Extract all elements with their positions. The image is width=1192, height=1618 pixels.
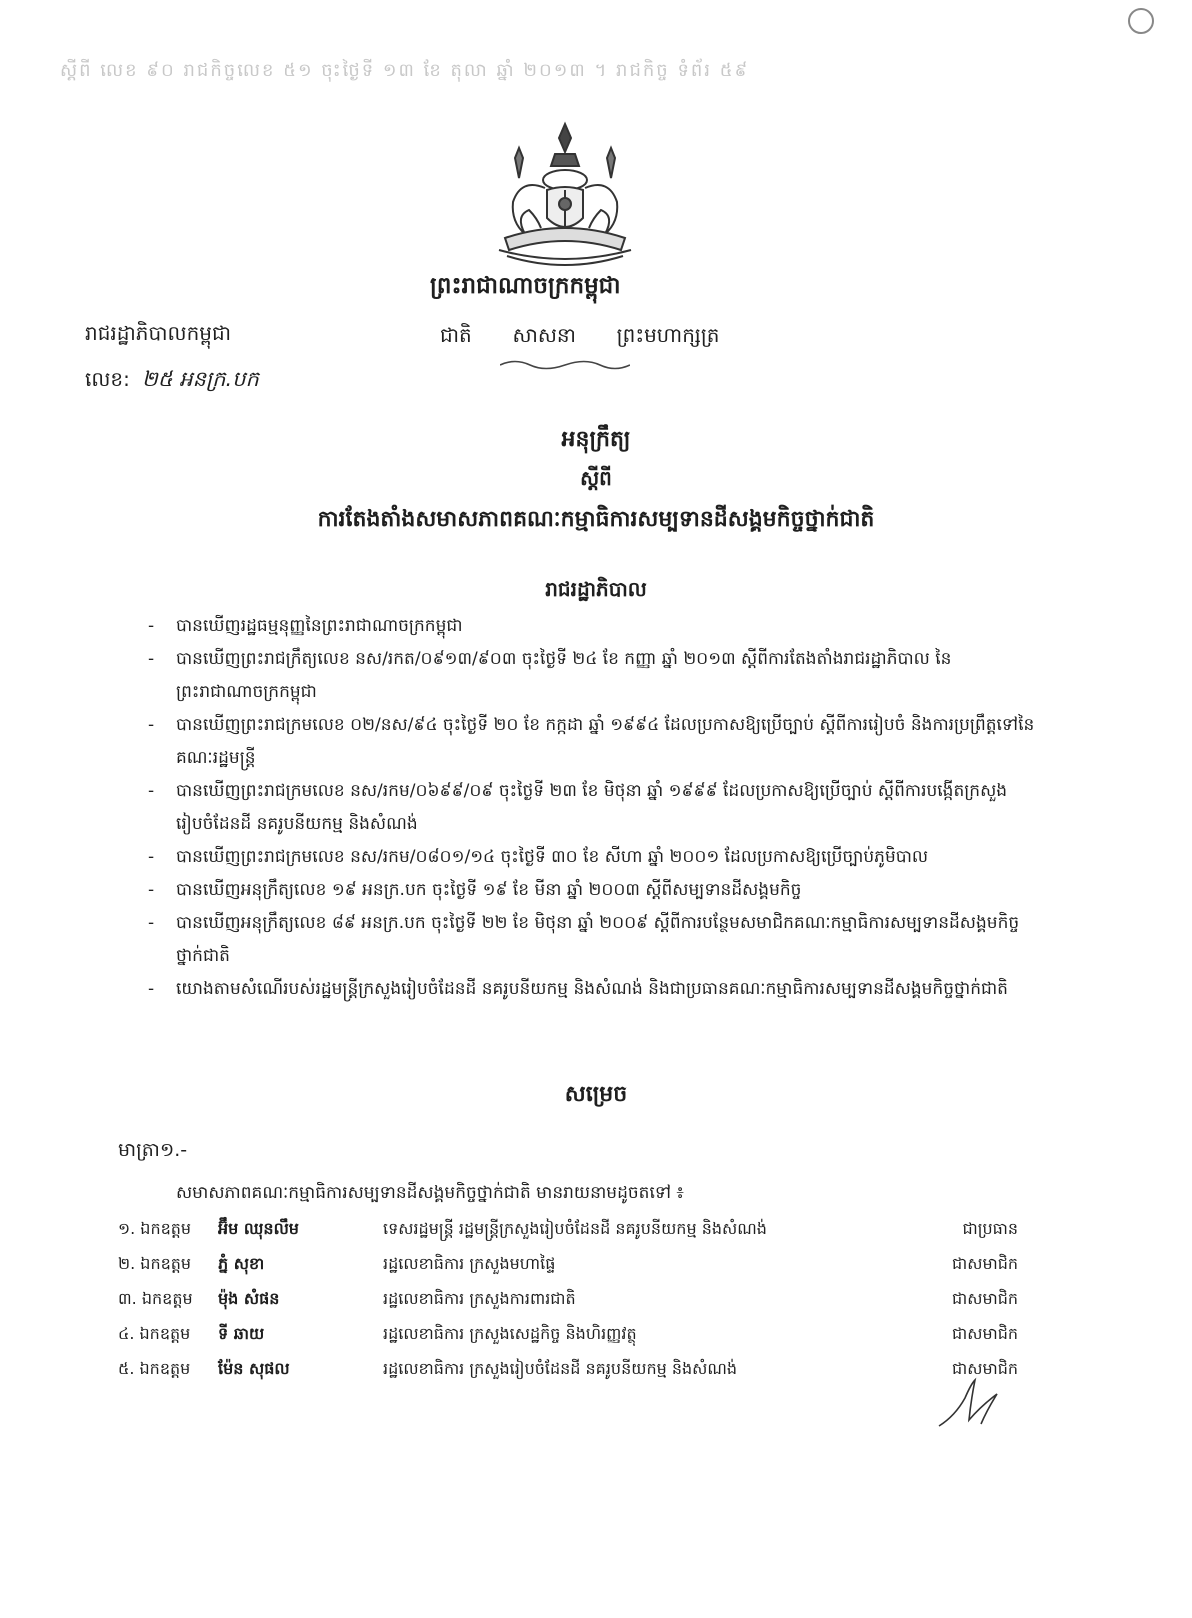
member-position: រដ្ឋលេខាធិការ ក្រសួងមហាផ្ទៃ <box>383 1253 556 1273</box>
issuing-government: រាជរដ្ឋាភិបាលកម្ពុជា <box>85 321 231 345</box>
member-number: ២. ឯកឧត្តម <box>118 1253 192 1273</box>
member-role: ជាប្រធាន <box>962 1218 1018 1238</box>
punch-hole-mark <box>1128 8 1154 34</box>
ornament-divider-icon <box>500 358 630 372</box>
national-motto <box>440 322 720 352</box>
members-table <box>118 1212 1018 1387</box>
initials-signature-icon <box>935 1376 1005 1431</box>
member-position: រដ្ឋលេខាធិការ ក្រសួងសេដ្ឋកិច្ច និងហិរញ្ញវត្ថុ <box>383 1323 637 1343</box>
list-item: - បានឃើញអនុក្រឹត្យលេខ ១៩ អនក្រ.បក ចុះថ្ងៃទី ១៩ ខែ មីនា ឆ្នាំ ២០០៣ ស្តីពីសម្បទានដីសង្គមកិច្ច <box>148 880 802 900</box>
premises-list <box>140 610 1040 1006</box>
motto-nation: ជាតិ <box>440 323 472 347</box>
member-name: ម៉ែន សុផល <box>218 1358 290 1378</box>
list-item: - បានឃើញព្រះរាជក្រមលេខ នស/រកម/០៦៩៩/០៩ ចុះថ្ងៃទី ២៣ ខែ មិថុនា ឆ្នាំ ១៩៩៩ ដែលប្រកាសឱ្យប្រើច្បាប់ ស្តីពីការបង្កើតក្រសួងរៀបចំដែនដី នគរូបនីយកម្ម និងសំណង់ <box>148 781 1008 834</box>
member-number: ៣. ឯកឧត្តម <box>118 1288 193 1308</box>
document-subject-title: ការតែងតាំងសមាសភាពគណៈកម្មាធិការសម្បទានដីសង្គមកិច្ចថ្នាក់ជាតិ <box>317 507 875 532</box>
member-role: ជាសមាជិក <box>951 1253 1018 1273</box>
member-role: ជាសមាជិក <box>951 1358 1018 1378</box>
motto-religion: សាសនា <box>512 323 576 347</box>
title-concerning: ស្តីពី <box>580 466 612 490</box>
list-item: - បានឃើញព្រះរាជក្រមលេខ ០២/នស/៩៤ ចុះថ្ងៃទី ២០ ខែ កក្កដា ឆ្នាំ ១៩៩៤ ដែលប្រកាសឱ្យប្រើច្បាប់ ស្តីពីការរៀបចំ និងការប្រព្រឹត្តទៅនៃគណៈរដ្ឋមន្ត្រី <box>148 715 1035 768</box>
bleed-through-header: ស្តីពី លេខ ៩០ រាជកិច្ចលេខ ៥១ ចុះថ្ងៃទី ១៣ ខែ តុលា ឆ្នាំ ២០១៣ ។ រាជកិច្ច ទំព័រ ៥៩ <box>60 60 750 81</box>
member-name: ទី ឆាយ <box>218 1323 265 1343</box>
decision-heading: សម្រេច <box>564 1082 628 1107</box>
royal-coat-of-arms-icon <box>485 118 645 268</box>
list-item: - បានឃើញអនុក្រឹត្យលេខ ៨៩ អនក្រ.បក ចុះថ្ងៃទី ២២ ខែ មិថុនា ឆ្នាំ ២០០៩ ស្តីពីការបន្ថែមសមាជិកគណៈកម្មាធិការសម្បទានដីសង្គមកិច្ចថ្នាក់ជាតិ <box>148 913 1020 966</box>
member-number: ៥. ឯកឧត្តម <box>118 1358 191 1378</box>
table-row <box>118 1282 1018 1317</box>
member-position: រដ្ឋលេខាធិការ ក្រសួងការពារជាតិ <box>383 1288 576 1308</box>
document-number <box>85 366 259 397</box>
member-name: ម៉ុង សំផន <box>218 1288 280 1308</box>
member-position: រដ្ឋលេខាធិការ ក្រសួងរៀបចំដែនដី នគរូបនីយកម្ម និងសំណង់ <box>383 1358 738 1378</box>
list-item: - បានឃើញព្រះរាជក្រឹត្យលេខ នស/រកត/០៩១៣/៩០៣ ចុះថ្ងៃទី ២៤ ខែ កញ្ញា ឆ្នាំ ២០១៣ ស្តីពីការតែងតាំងរាជរដ្ឋាភិបាល នៃព្រះរាជាណាចក្រកម្ពុជា <box>148 649 952 702</box>
kingdom-title: ព្រះរាជាណាចក្រកម្ពុជា <box>430 273 621 299</box>
member-role: ជាសមាជិក <box>951 1288 1018 1308</box>
article-1-intro: សមាសភាពគណៈកម្មាធិការសម្បទានដីសង្គមកិច្ចថ្នាក់ជាតិ មានរាយនាមដូចតទៅ ៖ <box>176 1183 684 1203</box>
member-name: ភ្នំ សុខា <box>218 1253 265 1273</box>
table-row <box>118 1317 1018 1352</box>
member-position: ទេសរដ្ឋមន្ត្រី រដ្ឋមន្ត្រីក្រសួងរៀបចំដែនដី នគរូបនីយកម្ម និងសំណង់ <box>383 1218 767 1238</box>
document-number-value: ២៥ អនក្រ.បក <box>141 367 259 391</box>
list-item: - យោងតាមសំណើរបស់រដ្ឋមន្ត្រីក្រសួងរៀបចំដែនដី នគរូបនីយកម្ម និងសំណង់ និងជាប្រធានគណៈកម្មាធិការសម្បទានដីសង្គមកិច្ចថ្នាក់ជាតិ <box>148 979 1008 999</box>
table-row <box>118 1247 1018 1282</box>
list-item: - បានឃើញរដ្ឋធម្មនុញ្ញនៃព្រះរាជាណាចក្រកម្ពុជា <box>148 616 463 636</box>
member-number: ៤. ឯកឧត្តម <box>118 1323 191 1343</box>
member-number: ១. ឯកឧត្តម <box>118 1218 192 1238</box>
list-item: - បានឃើញព្រះរាជក្រមលេខ នស/រកម/០៨០១/១៤ ចុះថ្ងៃទី ៣០ ខែ សីហា ឆ្នាំ ២០០១ ដែលប្រកាសឱ្យប្រើច្បាប់ភូមិបាល <box>148 847 929 867</box>
table-row <box>118 1352 1018 1387</box>
article-1-label: មាត្រា១.- <box>118 1139 188 1161</box>
document-number-label: លេខ: <box>85 367 130 391</box>
table-row <box>118 1212 1018 1247</box>
motto-king: ព្រះមហាក្សត្រ <box>616 323 720 347</box>
member-name: អ៊ឹម ឈុនលឹម <box>218 1218 299 1238</box>
member-role: ជាសមាជិក <box>951 1323 1018 1343</box>
authority-heading: រាជរដ្ឋាភិបាល <box>545 577 647 601</box>
document-type-title: អនុក្រឹត្យ <box>561 427 631 452</box>
